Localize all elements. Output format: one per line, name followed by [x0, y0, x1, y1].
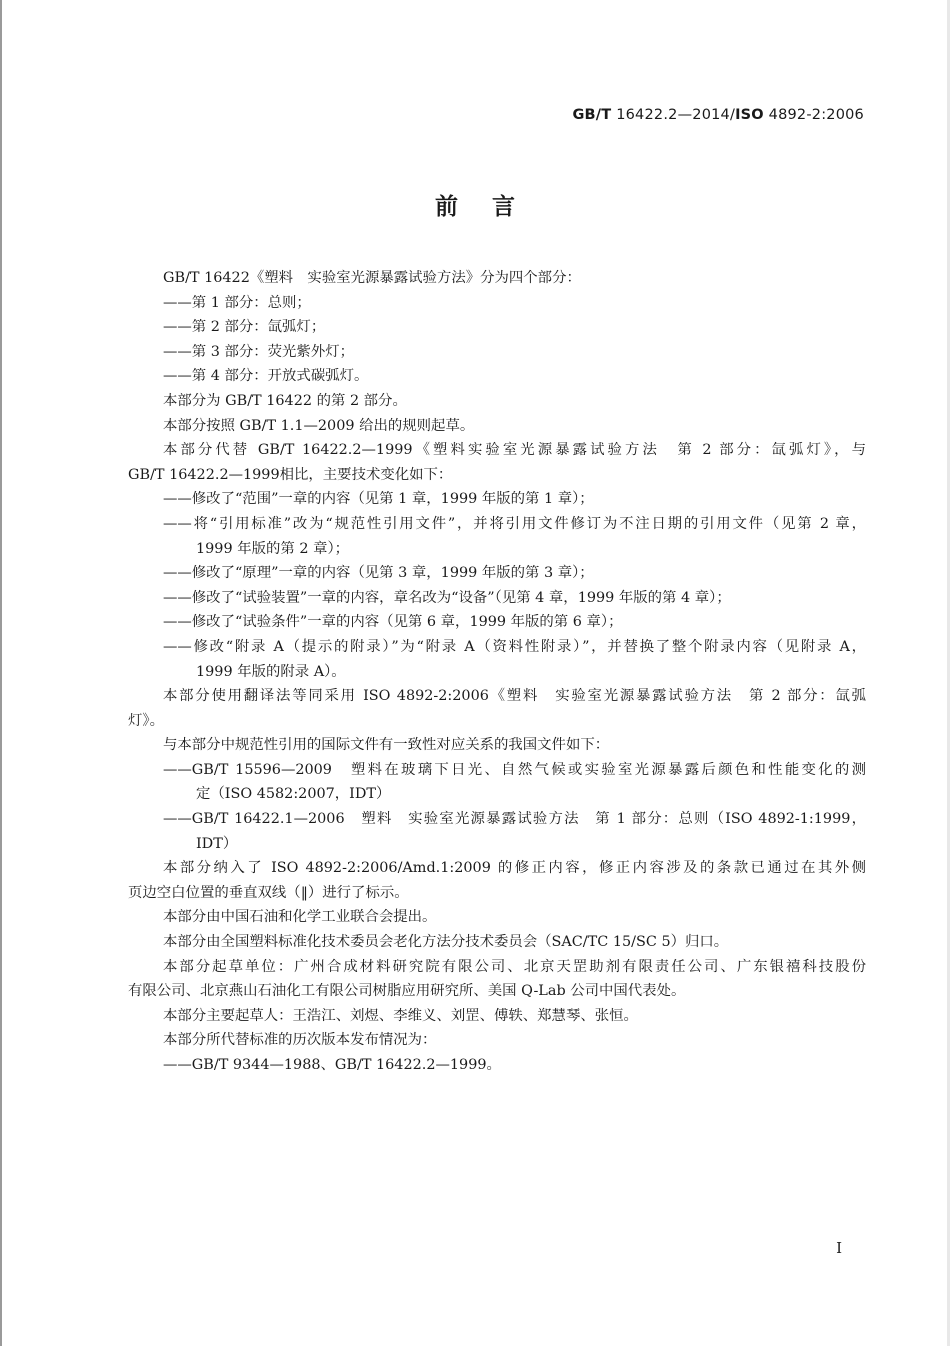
foreword-body — [128, 266, 866, 1078]
text-line: 本部分起草单位：广州合成材料研究院有限公司、北京天罡助剂有限责任公司、广东银禧科技股份 — [163, 958, 866, 975]
iso-number: 4892-2:2006 — [768, 107, 864, 123]
text-line: 本部分主要起草人：王浩江、刘煜、李维义、刘罡、傅轶、郑慧琴、张恒。 — [163, 1007, 638, 1024]
text-line: 本部分纳入了 ISO 4892-2:2006/Amd.1:2009 的修正内容，修正内容涉及的条款已通过在其外侧 — [163, 860, 866, 877]
text-line: 本部分代替 GB/T 16422.2—1999《塑料实验室光源暴露试验方法 第 2 部分：氙弧灯》，与 — [163, 442, 866, 459]
text-line: 本部分按照 GB/T 1.1—2009 给出的规则起草。 — [163, 417, 475, 434]
iso-prefix: ISO — [735, 107, 764, 123]
page-number: I — [836, 1239, 842, 1257]
gb-number: 16422.2—2014/ — [616, 107, 736, 123]
text-line: IDT） — [196, 835, 238, 852]
standard-code-header — [572, 107, 864, 123]
gb-prefix: GB/T — [572, 107, 612, 123]
text-line: ——修改了“试验条件”一章的内容（见第 6 章，1999 年版的第 6 章）； — [163, 614, 623, 631]
text-line: 与本部分中规范性引用的国际文件有一致性对应关系的我国文件如下： — [163, 737, 610, 754]
text-line: 有限公司、北京燕山石油化工有限公司树脂应用研究所、美国 Q-Lab 公司中国代表处。 — [128, 983, 686, 1000]
text-line: ——GB/T 15596—2009 塑料在玻璃下日光、自然气候或实验室光源暴露后颜色和性能变化的测 — [163, 761, 866, 778]
text-line: ——修改了“试验装置”一章的内容，章名改为“设备”（见第 4 章，1999 年版的第 4 章）； — [163, 589, 731, 606]
text-line: 灯》。 — [128, 712, 164, 729]
text-line: ——修改了“范围”一章的内容（见第 1 章，1999 年版的第 1 章）； — [163, 491, 594, 508]
text-line: ——将“引用标准”改为“规范性引用文件”，并将引用文件修订为不注日期的引用文件（见第 2 章， — [163, 515, 866, 532]
text-line: 本部分使用翻译法等同采用 ISO 4892-2:2006《塑料 实验室光源暴露试验方法 第 2 部分：氙弧 — [163, 688, 866, 705]
text-line: 定（ISO 4582:2007，IDT） — [196, 786, 391, 803]
text-line: ——第 2 部分：氙弧灯； — [163, 319, 326, 336]
text-line: ——GB/T 9344—1988、GB/T 16422.2—1999。 — [163, 1057, 501, 1073]
text-line: ——修改“附录 A（提示的附录）”为“附录 A（资料性附录）”，并替换了整个附录内容（见附录 A， — [163, 638, 866, 655]
text-line: 本部分由全国塑料标准化技术委员会老化方法分技术委员会（SAC/TC 15/SC 5）归口。 — [163, 934, 729, 951]
text-line: GB/T 16422《塑料 实验室光源暴露试验方法》分为四个部分： — [163, 270, 581, 286]
text-line: ——修改了“原理”一章的内容（见第 3 章，1999 年版的第 3 章）； — [163, 565, 594, 582]
text-line: 页边空白位置的垂直双线（‖）进行了标示。 — [128, 884, 409, 901]
text-line: GB/T 16422.2—1999相比，主要技术变化如下： — [128, 466, 453, 483]
text-line: 本部分为 GB/T 16422 的第 2 部分。 — [163, 392, 407, 409]
text-line: ——第 1 部分：总则； — [163, 294, 311, 311]
text-line: 本部分所代替标准的历次版本发布情况为： — [163, 1032, 437, 1049]
text-line: ——GB/T 16422.1—2006 塑料 实验室光源暴露试验方法 第 1 部分：总则（ISO 4892-1:1999， — [163, 811, 866, 828]
text-line: 1999 年版的第 2 章）； — [196, 540, 350, 557]
text-line: ——第 4 部分：开放式碳弧灯。 — [163, 368, 369, 385]
page-title: 前言 — [435, 194, 549, 220]
text-line: 本部分由中国石油和化学工业联合会提出。 — [163, 909, 437, 926]
text-line: ——第 3 部分：荧光紫外灯； — [163, 343, 354, 360]
text-line: 1999 年版的附录 A）。 — [196, 663, 346, 680]
